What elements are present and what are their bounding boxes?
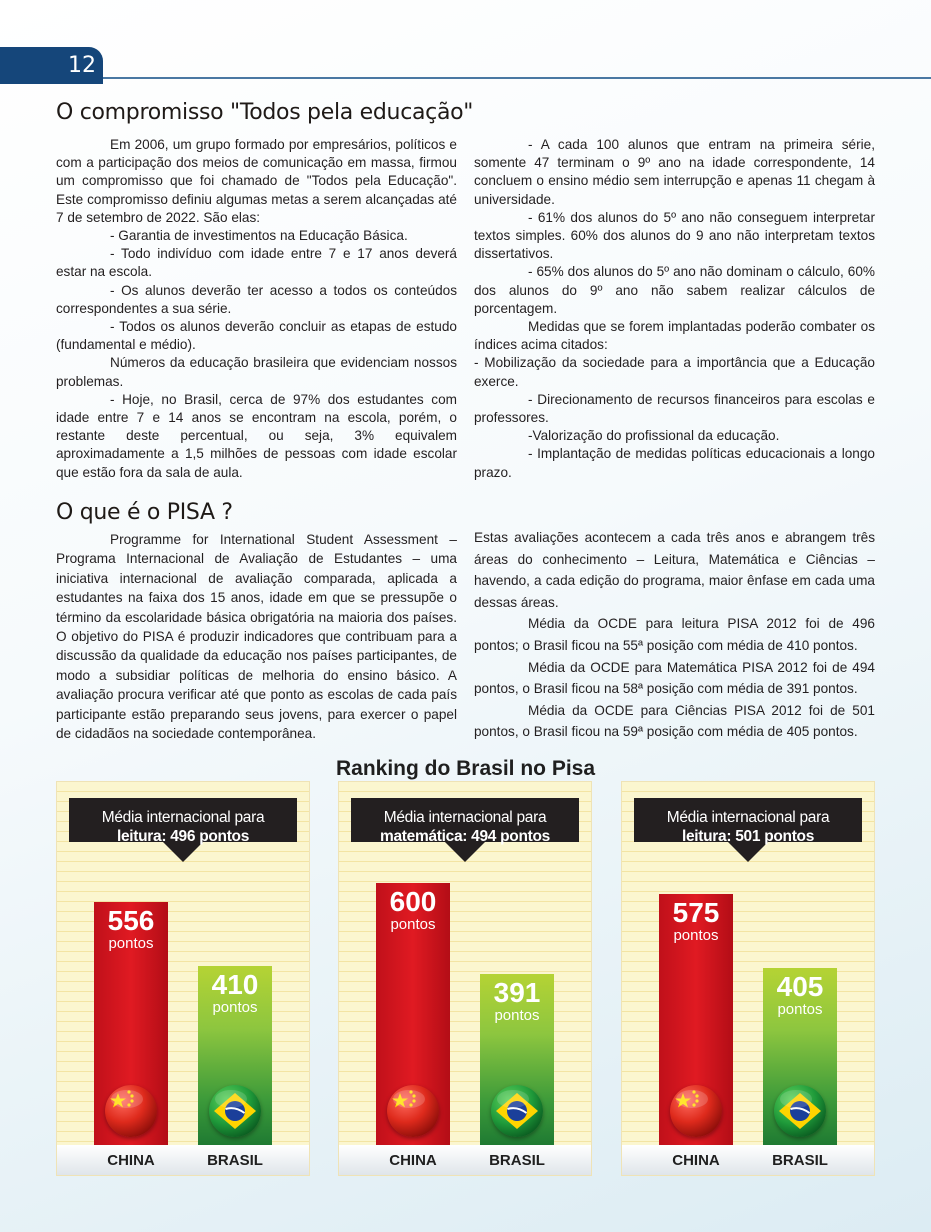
bar-value-label: 391: [493, 977, 541, 1008]
chart-title: Ranking do Brasil no Pisa: [335, 757, 596, 780]
banner-line1: Média internacional para: [666, 809, 830, 826]
brasil-flag-icon: [491, 1085, 543, 1137]
china-bar: [376, 883, 450, 1145]
average-banner: [69, 798, 297, 862]
section2-left-column: [56, 530, 457, 743]
category-label: BRASIL: [489, 1152, 545, 1169]
paragraph: Números da educação brasileira que evidenciam nossos problemas.: [56, 355, 457, 389]
bar-unit-label: pontos: [390, 916, 436, 933]
category-label: CHINA: [107, 1152, 155, 1169]
average-banner: [351, 798, 579, 862]
paragraph: - Mobilização da sociedade para a importância que a Educação exerce.: [474, 355, 875, 389]
header-rule: [103, 77, 931, 79]
category-label: CHINA: [672, 1152, 720, 1169]
china-flag-icon: [105, 1085, 157, 1137]
bar-unit-label: pontos: [777, 1001, 823, 1018]
brasil-bar: [480, 974, 554, 1145]
china-bar: [94, 902, 168, 1145]
china-flag-icon: [670, 1085, 722, 1137]
paragraph: Medidas que se forem implantadas poderão combater os índices acima citados:: [474, 319, 875, 353]
section1-title: O compromisso "Todos pela educação": [56, 100, 474, 125]
paragraph: - 65% dos alunos do 5º ano não dominam o cálculo, 60% dos alunos do 9º ano não sabem realizar cálculos de porcentagem.: [474, 264, 875, 316]
paragraph: - Implantação de medidas políticas educacionais a longo prazo.: [474, 446, 875, 480]
paragraph: Estas avaliações acontecem a cada três anos e abrangem três áreas do conhecimento – Leitura, Matemática e Ciências – havendo, a cada edição do programa, maior ênfase em cada uma dessas áreas.: [474, 530, 875, 610]
page-number: 12: [0, 47, 103, 84]
bar-value-label: 600: [389, 886, 437, 917]
paragraph: - Os alunos deverão ter acesso a todos os conteúdos correspondentes a sua série.: [56, 282, 457, 316]
banner-line2: matemática: 494 pontos: [380, 828, 550, 845]
category-label: BRASIL: [207, 1152, 263, 1169]
section2-title: O que é o PISA ?: [56, 500, 233, 525]
paragraph: - Todo indivíduo com idade entre 7 e 17 anos deverá estar na escola.: [56, 246, 457, 280]
average-banner: [634, 798, 862, 862]
bar-unit-label: pontos: [673, 927, 719, 944]
brasil-bar: [198, 966, 272, 1145]
bar-unit-label: pontos: [108, 935, 154, 952]
chart-panel: [338, 781, 592, 1176]
chart-panel: [56, 781, 310, 1176]
category-label: CHINA: [389, 1152, 437, 1169]
section2-right-column: [474, 527, 875, 743]
category-label: BRASIL: [772, 1152, 828, 1169]
bar-value-label: 575: [672, 897, 720, 928]
banner-line1: Média internacional para: [383, 809, 547, 826]
paragraph: Programme for International Student Assessment – Programa Internacional de Avaliação de Estudantes – uma iniciativa internacional de avaliação comparada, aplicada a estudantes na faixa dos 15 anos, idade em que se pressupõe o término da escolaridade básica obrigatória na maioria dos países. O objetivo do PISA é produzir indicadores que contribuam para a discussão da qualidade da educação nos países participantes, de modo a subsidiar políticas de melhoria do ensino básico. A avaliação procura verificar até que ponto as escolas de cada país participante estão preparando seus jovens, para exercer o papel de cidadãos na sociedade contemporânea.: [56, 532, 457, 742]
bar-unit-label: pontos: [212, 999, 258, 1016]
paragraph: Em 2006, um grupo formado por empresários, políticos e com a participação dos meios de comunicação em massa, firmou um compromisso que foi chamado de "Todos pela Educação". Este compromisso definiu algumas metas a serem alcançadas até 7 de setembro de 2022. São elas:: [56, 137, 457, 225]
paragraph: - Hoje, no Brasil, cerca de 97% dos estudantes com idade entre 7 e 14 anos se encontram na escola, porém, o restante deste percentual, ou seja, 3% equivalem aproximadamente a 1,5 milhões de pessoas com idade escolar que estão fora da sala de aula.: [56, 391, 457, 480]
banner-line2: leitura: 496 pontos: [116, 828, 250, 845]
paragraph: - Todos os alunos deverão concluir as etapas de estudo (fundamental e médio).: [56, 319, 457, 353]
chart-panel: [621, 781, 875, 1176]
bar-value-label: 410: [211, 969, 259, 1000]
banner-line1: Média internacional para: [101, 809, 265, 826]
bar-unit-label: pontos: [494, 1007, 540, 1024]
china-bar: [659, 894, 733, 1145]
brasil-flag-icon: [774, 1085, 826, 1137]
paragraph: - 61% dos alunos do 5º ano não conseguem interpretar textos simples. 60% dos alunos do 9 ano não interpretam textos dissertativos.: [474, 209, 875, 262]
bar-value-label: 405: [776, 971, 824, 1002]
paragraph: - Garantia de investimentos na Educação Básica.: [110, 228, 408, 244]
paragraph: - Direcionamento de recursos financeiros para escolas e professores.: [474, 391, 875, 426]
brasil-bar: [763, 968, 837, 1145]
paragraph: Média da OCDE para Ciências PISA 2012 foi de 501 pontos, o Brasil ficou na 59ª posição com média de 405 pontos.: [474, 702, 875, 740]
paragraph: - A cada 100 alunos que entram na primeira série, somente 47 terminam o 9º ano na idade correspondente, 14 concluem o ensino médio sem interrupção e apenas 11 chegam à universidade.: [474, 137, 875, 207]
section1-left-column: [56, 136, 457, 482]
paragraph: -Valorização do profissional da educação.: [528, 428, 780, 444]
section1-right-column: [474, 136, 875, 482]
china-flag-icon: [387, 1085, 439, 1137]
banner-line2: leitura: 501 pontos: [681, 828, 815, 845]
brasil-flag-icon: [209, 1085, 261, 1137]
paragraph: Média da OCDE para Matemática PISA 2012 foi de 494 pontos, o Brasil ficou na 58ª posição com média de 391 pontos.: [474, 659, 875, 697]
bar-value-label: 556: [107, 905, 155, 936]
paragraph: Média da OCDE para leitura PISA 2012 foi de 496 pontos; o Brasil ficou na 55ª posição com média de 410 pontos.: [474, 616, 875, 653]
